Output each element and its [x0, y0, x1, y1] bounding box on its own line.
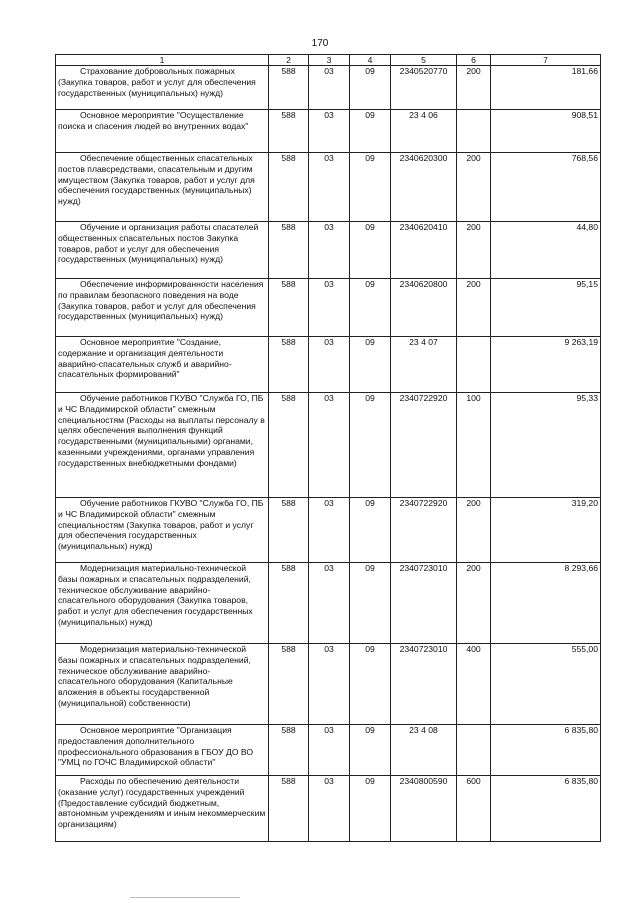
row-col-2: 588 [269, 393, 309, 498]
row-col-7: 9 263,19 [491, 337, 601, 393]
page-number: 170 [311, 38, 329, 49]
row-col-7: 8 293,66 [491, 563, 601, 644]
row-col-2: 588 [269, 498, 309, 563]
row-col-3: 03 [309, 222, 350, 279]
row-col-7: 95,33 [491, 393, 601, 498]
row-col-4: 09 [350, 563, 391, 644]
row-name-text: Расходы по обеспечению деятельности (оказание услуг) государственных учреждений (Предоставление субсидий бюджетным, автономным учреждениям и иным некоммерческим организациям) [58, 776, 266, 830]
row-col-7: 181,66 [491, 66, 601, 110]
row-name-text: Обучение работников ГКУВО "Служба ГО, ПБ и ЧС Владимирской области" смежным специальностям (Расходы на выплаты персоналу в целях обеспечения выполнения функций государственными (муниципальными) органами, казенными учреждениями, органами управления государственных внебюджетными фондами) [58, 393, 265, 468]
row-col-6: 200 [457, 66, 491, 110]
row-col-4: 09 [350, 725, 391, 776]
header-col-6: 6 [457, 55, 491, 66]
row-name-text: Обучение и организация работы спасателей общественных спасательных постов Закупка товаров, работ и услуг для обеспечения государственных (муниципальных) нужд) [58, 222, 259, 265]
row-col-4: 09 [350, 153, 391, 222]
row-col-3: 03 [309, 279, 350, 337]
row-col-4: 09 [350, 498, 391, 563]
row-col-3: 03 [309, 776, 350, 842]
row-name [56, 563, 269, 644]
row-col-7: 95,15 [491, 279, 601, 337]
row-col-5: 2340620300 [391, 153, 457, 222]
table-row [56, 644, 601, 725]
row-col-7: 6 835,80 [491, 776, 601, 842]
row-name [56, 110, 269, 153]
row-col-2: 588 [269, 110, 309, 153]
row-col-6: 200 [457, 153, 491, 222]
row-col-5: 23 4 08 [391, 725, 457, 776]
row-col-3: 03 [309, 110, 350, 153]
row-col-7: 555,00 [491, 644, 601, 725]
table-row [56, 153, 601, 222]
row-col-4: 09 [350, 66, 391, 110]
row-name [56, 393, 269, 498]
row-name-text: Основное мероприятие "Создание, содержание и организация деятельности аварийно-спасательных служб и аварийно-спасательных формирований" [58, 337, 232, 380]
row-col-6: 200 [457, 222, 491, 279]
header-row [56, 55, 601, 66]
row-col-7: 908,51 [491, 110, 601, 153]
row-col-5: 2340520770 [391, 66, 457, 110]
row-col-3: 03 [309, 393, 350, 498]
row-col-6: 200 [457, 498, 491, 563]
row-col-4: 09 [350, 110, 391, 153]
row-col-5: 2340722920 [391, 498, 457, 563]
row-name [56, 644, 269, 725]
row-name-text: Обеспечение общественных спасательных постов плавсредствами, спасательным и другим имуществом (Закупка товаров, работ и услуг для обеспечения государственных (муниципальных) нужд) [58, 153, 255, 207]
row-col-7: 319,20 [491, 498, 601, 563]
row-col-4: 09 [350, 222, 391, 279]
row-name [56, 153, 269, 222]
table-row [56, 776, 601, 842]
row-col-2: 588 [269, 644, 309, 725]
row-col-6: 100 [457, 393, 491, 498]
header-col-2: 2 [269, 55, 309, 66]
table-row [56, 279, 601, 337]
row-col-3: 03 [309, 153, 350, 222]
row-col-3: 03 [309, 563, 350, 644]
row-name-text: Обеспечение информированности населения по правилам безопасного поведения на воде (Закупка товаров, работ и услуг для обеспечения государственных (муниципальных) нужд) [58, 279, 264, 322]
row-col-2: 588 [269, 222, 309, 279]
row-name [56, 279, 269, 337]
row-col-3: 03 [309, 337, 350, 393]
row-name-text: Модернизация материально-технической базы пожарных и спасательных подразделений, техническое обслуживание аварийно-спасательного оборудования (Закупка товаров, работ и услуг для обеспечения государственных (муниципальных) нужд) [58, 563, 253, 627]
row-name-text: Основное мероприятие "Осуществление поиска и спасения людей во внутренних водах" [58, 110, 249, 131]
row-name [56, 337, 269, 393]
row-col-7: 6 835,80 [491, 725, 601, 776]
row-name-text: Обучение работников ГКУВО "Служба ГО, ПБ и ЧС Владимирской области" смежным специальностям (Закупка товаров, работ и услуг для обеспечения государственных (муниципальных) нужд) [58, 498, 264, 552]
row-col-5: 2340800590 [391, 776, 457, 842]
row-col-6 [457, 337, 491, 393]
row-col-2: 588 [269, 776, 309, 842]
row-col-5: 2340620410 [391, 222, 457, 279]
row-name [56, 222, 269, 279]
row-col-5: 2340620800 [391, 279, 457, 337]
row-col-4: 09 [350, 279, 391, 337]
row-name [56, 776, 269, 842]
row-col-6: 600 [457, 776, 491, 842]
row-name-text: Основное мероприятие "Организация предоставления дополнительного профессионального образования в ГБОУ ДО ВО "УМЦ по ГОЧС Владимирской области" [58, 725, 254, 768]
row-col-2: 588 [269, 337, 309, 393]
row-col-6 [457, 110, 491, 153]
row-name [56, 66, 269, 110]
row-col-2: 588 [269, 279, 309, 337]
table-row [56, 725, 601, 776]
row-name-text: Страхование добровольных пожарных (Закупка товаров, работ и услуг для обеспечения государственных (муниципальных) нужд) [58, 66, 256, 98]
row-col-4: 09 [350, 644, 391, 725]
row-name [56, 725, 269, 776]
row-col-2: 588 [269, 66, 309, 110]
header-col-1: 1 [56, 55, 269, 66]
row-col-6: 200 [457, 563, 491, 644]
row-col-5: 23 4 07 [391, 337, 457, 393]
row-col-5: 2340722920 [391, 393, 457, 498]
table-row [56, 222, 601, 279]
budget-table [55, 54, 601, 842]
row-name [56, 498, 269, 563]
row-col-7: 44,80 [491, 222, 601, 279]
header-col-3: 3 [309, 55, 350, 66]
row-col-6 [457, 725, 491, 776]
header-col-7: 7 [491, 55, 601, 66]
header-col-4: 4 [350, 55, 391, 66]
row-col-2: 588 [269, 725, 309, 776]
header-col-5: 5 [391, 55, 457, 66]
row-col-5: 23 4 06 [391, 110, 457, 153]
row-col-4: 09 [350, 776, 391, 842]
row-col-5: 2340723010 [391, 563, 457, 644]
table-row [56, 66, 601, 110]
table-row [56, 110, 601, 153]
row-col-3: 03 [309, 498, 350, 563]
table-row [56, 563, 601, 644]
row-col-2: 588 [269, 153, 309, 222]
table-row [56, 337, 601, 393]
row-col-5: 2340723010 [391, 644, 457, 725]
row-col-3: 03 [309, 66, 350, 110]
table-row [56, 393, 601, 498]
row-col-6: 400 [457, 644, 491, 725]
row-col-2: 588 [269, 563, 309, 644]
row-col-3: 03 [309, 725, 350, 776]
row-col-6: 200 [457, 279, 491, 337]
row-col-7: 768,56 [491, 153, 601, 222]
row-name-text: Модернизация материально-технической базы пожарных и спасательных подразделений, техническое обслуживание аварийно-спасательного оборудования (Капитальные вложения в объекты государственной (муниципальной) собственности) [58, 644, 251, 708]
row-col-3: 03 [309, 644, 350, 725]
table-row [56, 498, 601, 563]
scan-edge-mark [130, 897, 240, 898]
row-col-4: 09 [350, 337, 391, 393]
row-col-4: 09 [350, 393, 391, 498]
